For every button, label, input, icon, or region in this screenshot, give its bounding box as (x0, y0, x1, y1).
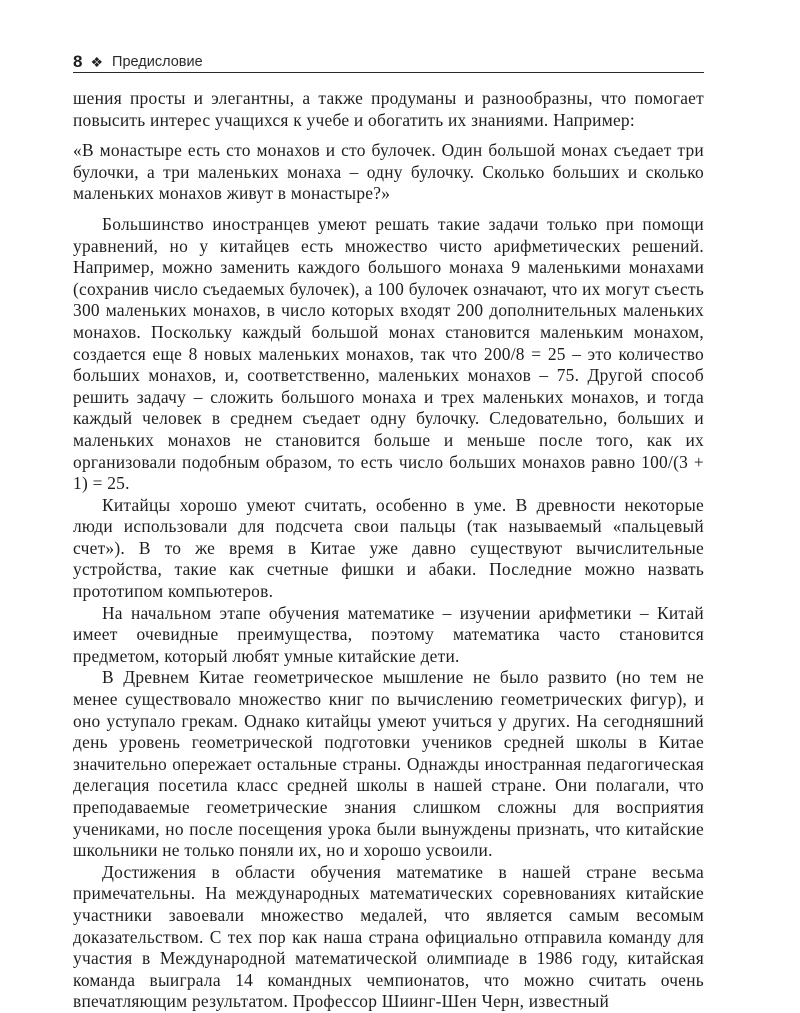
paragraph-continuation: шения просты и элегантны, а также продуманы и разнообразны, что помогает повысить интерес учащихся к учебе и обогатить их знаниями. Например: (73, 88, 704, 130)
paragraph: Китайцы хорошо умеют считать, особенно в уме. В древности некоторые люди использовали для подсчета свои пальцы (так называемый «пальцевый счет»). В то же время в Китае уже давно существуют вычислительные устройства, такие как счетные фишки и абаки. Последние можно назвать прототипом компьютеров. (73, 494, 704, 602)
paragraph: Достижения в области обучения математике в нашей стране весьма примечательны. На международных математических соревнованиях китайские участники завоевали множество медалей, что является самым весомым доказательством. С тех пор как наша страна официально отправила команду для участия в Международной математической олимпиаде в 1986 году, китайская команда выиграла 14 командных чемпионатов, что можно считать очень впечатляющим результатом. Профессор Шиинг-Шен Черн, известный (73, 861, 704, 1012)
running-header (73, 50, 704, 73)
quoted-problem: «В монастыре есть сто монахов и сто булочек. Один большой монах съедает три булочки, а три маленьких монаха – одну булочку. Сколько больших и сколько маленьких монахов живут в монастыре?» (73, 140, 704, 204)
body-text (73, 88, 704, 1013)
paragraph: В Древнем Китае геометрическое мышление не было развито (но тем не менее существовало множество книг по вычислению геометрических фигур), и оно уступало грекам. Однако китайцы умеют учиться у других. На сегодняшний день уровень геометрической подготовки учеников средней школы в Китае значительно опережает остальные страны. Однажды иностранная педагогическая делегация посетила класс средней школы в нашей стране. Они полагали, что преподаваемые геометрические знания слишком сложны для восприятия учениками, но после посещения урока были вынуждены признать, что китайские школьники не только поняли их, но и хорошо усвоили. (73, 667, 704, 861)
book-page (73, 0, 704, 1012)
paragraph: Большинство иностранцев умеют решать такие задачи только при помощи уравнений, но у китайцев есть множество чисто арифметических решений. Например, можно заменить каждого большого монаха 9 маленькими монахами (сохранив число съедаемых булочек), а 100 булочек означают, что их могут съесть 300 маленьких монахов, в число которых входят 200 дополнительных маленьких монахов. Поскольку каждый большой монах становится маленьким монахом, создается еще 8 новых маленьких монахов, так что 200/8 = 25 – это количество больших монахов, и, соответственно, маленьких монахов – 75. Другой способ решить задачу – сложить большого монаха и трех маленьких монахов, и тогда каждый человек в среднем съедает одну булочку. Следовательно, больших и маленьких монахов не становится больше и меньше после того, как их организовали подобным образом, то есть число больших монахов равно 100/(3 + 1) = 25. (73, 213, 704, 494)
section-title: Предисловие (112, 54, 203, 70)
page-number: 8 (73, 52, 83, 71)
paragraph: На начальном этапе обучения математике – изучении арифметики – Китай имеет очевидные преимущества, поэтому математика часто становится предметом, который любят умные китайские дети. (73, 602, 704, 666)
ornament-icon: ❖ (90, 54, 104, 70)
